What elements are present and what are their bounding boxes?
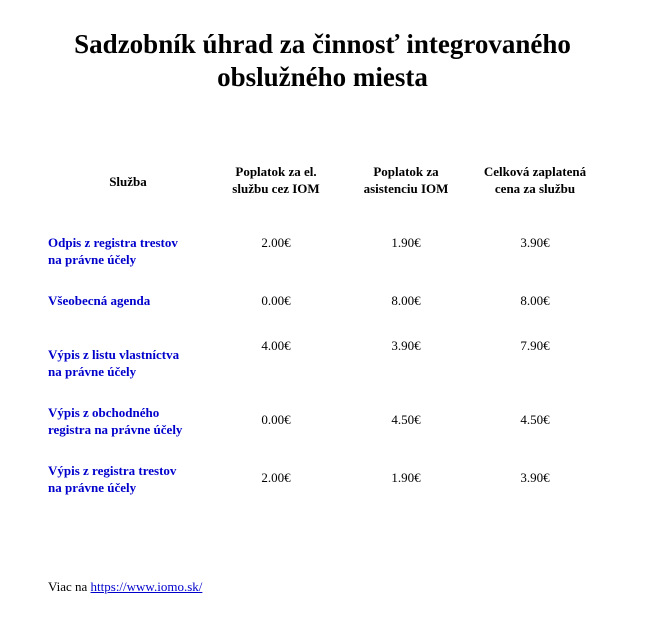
service-name: Výpis z listu vlastníctva na právne účely: [48, 347, 180, 379]
fee-asist-value: 8.00€: [391, 293, 421, 308]
service-name: Výpis z registra trestov na právne účely: [48, 463, 177, 495]
fee-el-value: 2.00€: [261, 235, 291, 250]
fee-el-value: 0.00€: [261, 293, 291, 308]
total-value: 3.90€: [520, 235, 550, 250]
service-name: Odpis z registra trestov na právne účely: [48, 235, 178, 267]
fee-el-value: 2.00€: [261, 470, 291, 485]
page-title-line-2: obslužného miesta: [217, 62, 428, 92]
service-name: Všeobecná agenda: [48, 293, 151, 308]
service-name: Výpis z obchodného registra na právne účely: [48, 405, 183, 437]
footer: [48, 578, 202, 595]
total-value: 7.90€: [520, 338, 550, 353]
header-total: Celková zaplatená cena za službu: [483, 164, 587, 196]
fee-el-value: 0.00€: [261, 412, 291, 427]
fee-asist-value: 1.90€: [391, 470, 421, 485]
fee-el-value: 4.00€: [261, 338, 291, 353]
website-link[interactable]: https://www.iomo.sk/: [90, 579, 203, 594]
fee-asist-value: 1.90€: [391, 235, 421, 250]
header-fee-asist: Poplatok za asistenciu IOM: [363, 164, 449, 196]
header-fee-el: Poplatok za el. službu cez IOM: [232, 164, 320, 196]
page-title: [0, 28, 645, 94]
total-value: 3.90€: [520, 470, 550, 485]
header-service: Služba: [109, 174, 147, 189]
fee-asist-value: 3.90€: [391, 338, 421, 353]
total-value: 4.50€: [520, 412, 550, 427]
footer-prefix: Viac na: [48, 579, 88, 594]
total-value: 8.00€: [520, 293, 550, 308]
page-title-line-1: Sadzobník úhrad za činnosť integrovaného: [74, 29, 571, 59]
fee-asist-value: 4.50€: [391, 412, 421, 427]
